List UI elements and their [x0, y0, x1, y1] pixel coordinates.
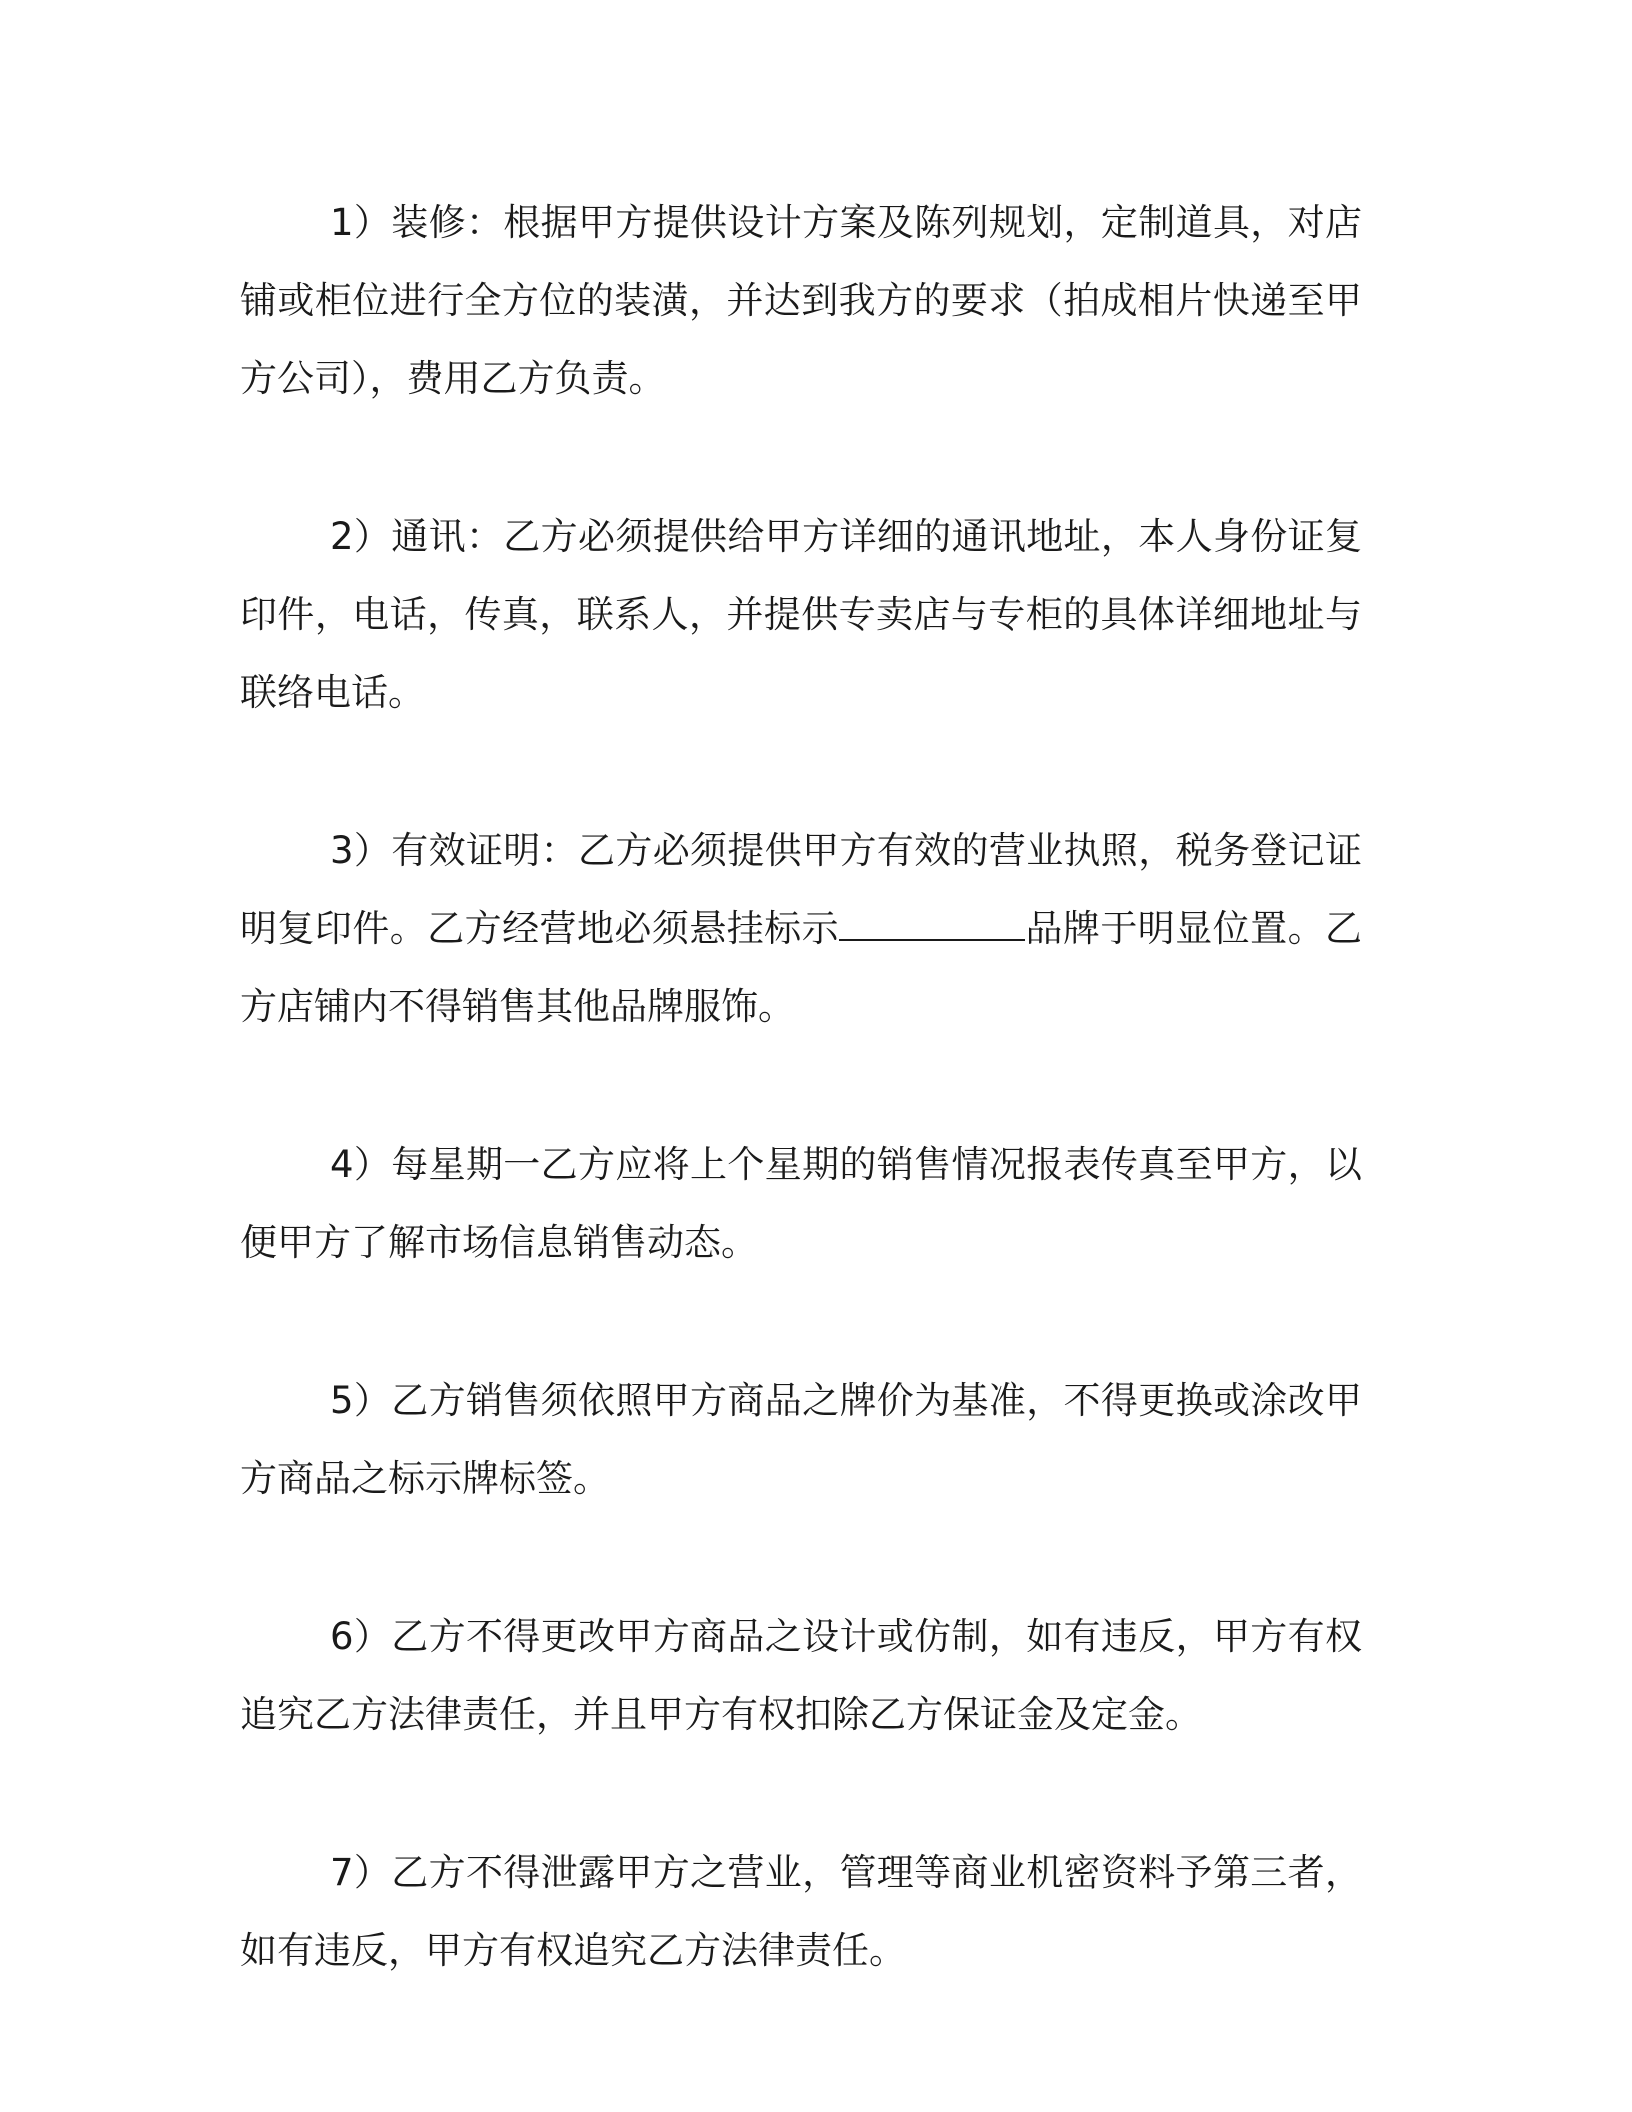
clause-3-valid-certificates — [240, 812, 1362, 1046]
document-body — [240, 184, 1362, 1990]
clause-3-text-before-blank: 3）有效证明：乙方必须提供甲方有效的营业执照，税务登记证明复印件。乙方经营地必须悬挂标示 — [240, 829, 1362, 950]
clause-6-no-imitation: 6）乙方不得更改甲方商品之设计或仿制，如有违反，甲方有权追究乙方法律责任，并且甲方有权扣除乙方保证金及定金。 — [240, 1615, 1362, 1736]
brand-name-blank-line — [839, 909, 1025, 941]
clause-1-decoration: 1）装修：根据甲方提供设计方案及陈列规划，定制道具，对店铺或柜位进行全方位的装潢，并达到我方的要求（拍成相片快递至甲方公司），费用乙方负责。 — [240, 201, 1362, 400]
clause-2-communication: 2）通讯：乙方必须提供给甲方详细的通讯地址，本人身份证复印件，电话，传真，联系人，并提供专卖店与专柜的具体详细地址与联络电话。 — [240, 515, 1362, 714]
clause-5-pricing: 5）乙方销售须依照甲方商品之牌价为基准，不得更换或涂改甲方商品之标示牌标签。 — [240, 1379, 1362, 1500]
clause-7-confidentiality: 7）乙方不得泄露甲方之营业，管理等商业机密资料予第三者，如有违反，甲方有权追究乙方法律责任。 — [240, 1851, 1362, 1972]
clause-3-text-after-blank: 品牌于明显位置。乙方店铺内不得销售其他品牌服饰。 — [240, 907, 1363, 1028]
clause-4-weekly-report: 4）每星期一乙方应将上个星期的销售情况报表传真至甲方，以便甲方了解市场信息销售动态。 — [240, 1143, 1362, 1264]
